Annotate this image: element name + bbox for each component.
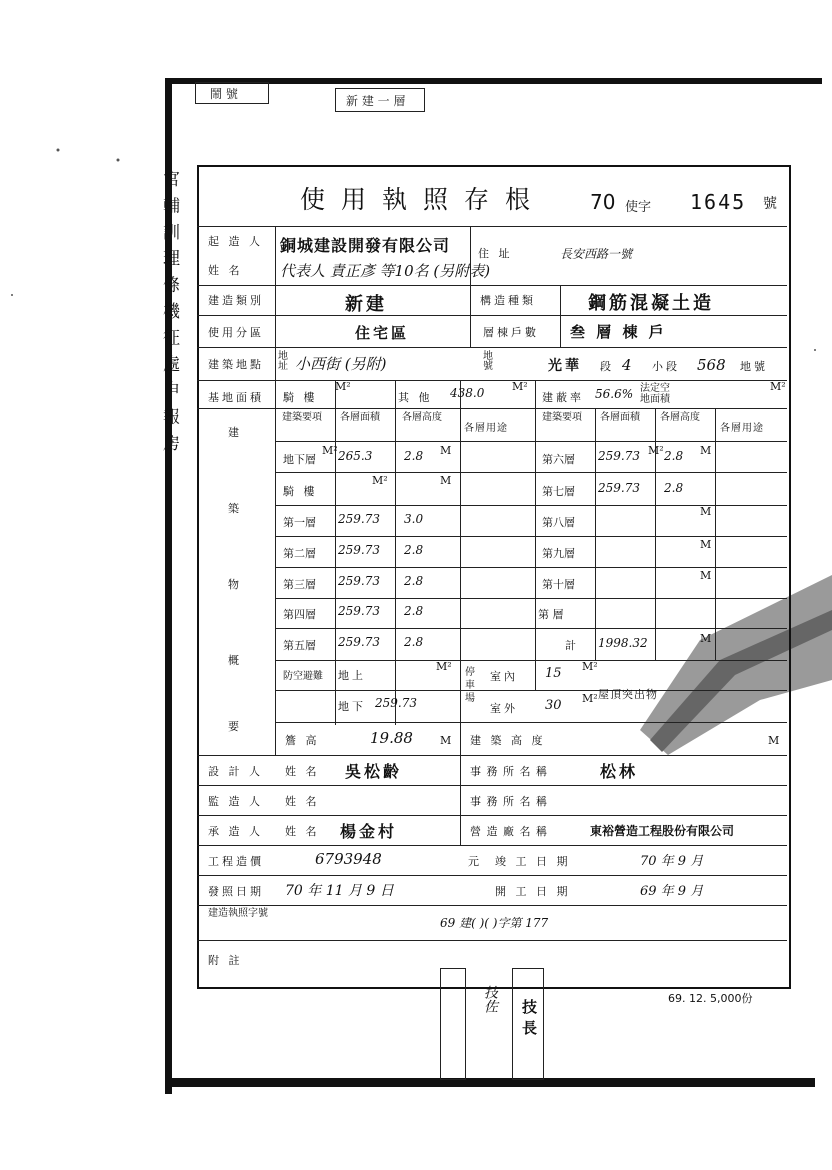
floor2-height: 2.8 (404, 543, 424, 557)
start-date: 69 年 9 月 (640, 884, 704, 899)
label-floor-10: 第十層 (542, 578, 575, 591)
floor7-area: 259.73 (598, 481, 640, 495)
unit-m2: M² (335, 380, 351, 393)
applicant-address: 長安西路一號 (560, 247, 633, 261)
floor2-area: 259.73 (338, 543, 380, 557)
floor6-area: 259.73 (598, 449, 640, 463)
issue-date: 70 年 11 月 9 日 (285, 883, 394, 899)
parking-indoor: 15 (545, 666, 562, 681)
rule (275, 690, 787, 691)
rule (335, 380, 336, 725)
parking-outdoor: 30 (545, 698, 562, 713)
unit-m: M (700, 505, 712, 518)
rule (275, 722, 787, 723)
title-suffix: 號 (763, 196, 777, 212)
rule (275, 472, 787, 473)
building-type-value: 新建 (345, 294, 387, 315)
title-kind: 使字 (625, 200, 652, 215)
shelter-below: 259.73 (375, 696, 417, 710)
rule (560, 285, 561, 347)
label-cost: 工程造價 (208, 855, 264, 868)
label-roof-protrusion: 屋頂突出物 (598, 688, 658, 701)
rule (275, 226, 276, 755)
floor4-area: 259.73 (338, 604, 380, 618)
title-number: 1645 (690, 190, 747, 214)
cost-value: 6793948 (315, 850, 382, 868)
label-arcade-row: 騎 樓 (283, 485, 318, 498)
label-completion-date: 竣 工 日 期 (495, 855, 571, 868)
label-basement: 地下層 (283, 453, 316, 466)
rule (275, 598, 787, 599)
label-office-name: 事 務 所 名 稱 (470, 765, 548, 778)
form-title: 使用執照存根 (300, 185, 547, 214)
rule (275, 660, 787, 661)
site-lot: 568 (697, 356, 726, 374)
header-floor-use: 各層用途 (464, 423, 508, 434)
floors-units-value: 叁 層 棟 戶 (570, 323, 667, 341)
rule (197, 226, 787, 227)
rule (197, 845, 787, 846)
label-legal-open-space: 法定空地面積 (640, 383, 670, 405)
rule (197, 905, 787, 906)
header-floor-height: 各層高度 (402, 412, 442, 423)
label-floor-5: 第五層 (283, 639, 316, 652)
floor1-area: 259.73 (338, 512, 380, 526)
unit-m: M (700, 538, 712, 551)
zone-value: 住宅區 (355, 324, 410, 342)
label-building-type: 建造類別 (208, 294, 264, 307)
rule (460, 380, 461, 755)
label-issue-date: 發照日期 (208, 885, 264, 898)
header-floor-area-2: 各層面積 (600, 412, 640, 423)
rule (275, 628, 787, 629)
unit-m: M (440, 474, 452, 487)
designer-name: 吳松齡 (345, 762, 403, 781)
label-building-height: 建 築 高 度 (470, 734, 546, 747)
header-items: 建築要項 (282, 412, 322, 423)
label-section: 段 (600, 360, 614, 373)
label-lot-suffix: 地號 (740, 360, 768, 373)
label-floor-n: 第 層 (538, 608, 564, 621)
rule (197, 347, 787, 348)
floor4-height: 2.8 (404, 604, 424, 618)
label-contractor: 承 造 人 (208, 825, 263, 838)
rule (275, 536, 787, 537)
signature-right: 技長 (520, 999, 538, 1041)
unit-m: M (440, 444, 452, 457)
rule (460, 755, 461, 845)
label-coverage: 建蔽率 (542, 391, 584, 404)
unit-m: M (700, 569, 712, 582)
rule (197, 755, 787, 756)
label-subsection: 小段 (652, 360, 680, 373)
unit-m: M (440, 734, 452, 747)
side-vertical-text: 宮 輔 訓 理 條 機 征 處 申 報 房 (159, 170, 179, 454)
rule (275, 567, 787, 568)
applicant-company: 銅城建設開發有限公司 (280, 236, 451, 255)
label-yuan: 元 (468, 855, 482, 868)
rule (715, 408, 716, 660)
label-lot-small: 地號 (483, 351, 493, 372)
header-items-2: 建築要項 (542, 412, 582, 423)
rule (595, 408, 596, 660)
label-parking: 停車場 (465, 667, 475, 704)
label-indoor: 室內 (490, 670, 518, 683)
label-office-name-2: 事 務 所 名 稱 (470, 795, 548, 808)
top-stamp-text: 鬧 號 (210, 87, 238, 101)
coverage-value: 56.6% (595, 387, 634, 401)
site-section: 光華 (548, 358, 582, 374)
label-designer: 設 計 人 (208, 765, 263, 778)
rule (197, 785, 787, 786)
label-floor-6: 第六層 (542, 453, 575, 466)
floor1-height: 3.0 (404, 512, 424, 526)
floor5-area: 259.73 (338, 635, 380, 649)
structure-type-value: 鋼筋混凝土造 (588, 293, 714, 314)
label-zone: 使用分區 (208, 326, 264, 339)
office-name: 松林 (600, 762, 639, 781)
rule (197, 408, 787, 409)
floor3-height: 2.8 (404, 574, 424, 588)
rule (470, 285, 471, 347)
unit-m2: M² (582, 660, 598, 673)
rule (197, 380, 787, 381)
label-floor-2: 第二層 (283, 547, 316, 560)
label-supervisor: 監 造 人 (208, 795, 263, 808)
signature-left: 技佐 (482, 985, 498, 1013)
site-section-no: 4 (622, 356, 632, 374)
header-floor-height-2: 各層高度 (660, 412, 700, 423)
label-supervisor-name: 姓 名 (285, 795, 320, 808)
label-address-small: 地址 (278, 351, 288, 372)
applicant-representative: 代表人 責正彥 等10名 (另附表) (280, 262, 491, 280)
label-floor-9: 第九層 (542, 547, 575, 560)
rule (197, 940, 787, 941)
label-arcade: 騎 樓 (283, 391, 318, 404)
top-stamp-box (195, 82, 269, 104)
site-street: 小西街 (另附) (295, 355, 387, 373)
label-applicant-name: 姓 名 (208, 264, 243, 277)
label-remarks: 附 註 (208, 954, 243, 967)
unit-m2: M² (322, 444, 338, 457)
signature-box-left (440, 968, 466, 1080)
unit-m2: M² (436, 660, 452, 673)
top-stamp-text-2: 新 建 一 層 (346, 94, 406, 108)
label-site-area: 基地面積 (208, 391, 264, 404)
label-eave-height: 簷 高 (285, 734, 320, 747)
unit-m: M (700, 632, 712, 645)
rule (535, 380, 536, 690)
label-other: 其 他 (398, 391, 433, 404)
label-contractor-name: 姓 名 (285, 825, 320, 838)
basement-height: 2.8 (404, 449, 424, 463)
other-area: 438.0 (450, 386, 485, 400)
label-building-5: 要 (228, 720, 242, 733)
rule (197, 285, 787, 286)
label-firm-name: 營 造 廠 名 稱 (470, 825, 548, 838)
floor3-area: 259.73 (338, 574, 380, 588)
label-floor-8: 第八層 (542, 516, 575, 529)
floor5-height: 2.8 (404, 635, 424, 649)
title-year: 70 (590, 190, 616, 214)
rule (197, 815, 787, 816)
rule (197, 315, 787, 316)
label-building-2: 築 (228, 502, 242, 515)
print-run-note: 69. 12. 5,000份 (668, 992, 753, 1005)
label-designer-name: 姓 名 (285, 765, 320, 778)
unit-m2: M² (770, 380, 786, 393)
rule (197, 875, 787, 876)
header-floor-use-2: 各層用途 (720, 423, 764, 434)
rule (275, 441, 787, 442)
label-building-3: 物 (228, 578, 242, 591)
document-bottom-edge (165, 1078, 815, 1087)
label-above-ground: 地上 (338, 669, 366, 682)
permit-number: 69 建( )( )字第 177 (440, 916, 549, 930)
unit-m2: M² (372, 474, 388, 487)
basement-area: 265.3 (338, 449, 373, 463)
label-site-location: 建築地點 (208, 358, 264, 371)
total-area: 1998.32 (598, 636, 648, 650)
label-permit-no: 建造執照字號 (208, 908, 268, 919)
unit-m: M (700, 444, 712, 457)
label-outdoor: 室外 (490, 702, 518, 715)
floor6-height: 2.8 (664, 449, 684, 463)
label-floor-4: 第四層 (283, 608, 316, 621)
unit-m: M (768, 734, 780, 747)
label-structure-type: 構造種類 (480, 294, 536, 307)
label-floor-1: 第一層 (283, 516, 316, 529)
label-applicant: 起 造 人 (208, 235, 263, 248)
label-below-ground: 地下 (338, 700, 366, 713)
header-floor-area: 各層面積 (340, 412, 380, 423)
floor7-height: 2.8 (664, 481, 684, 495)
eave-height-value: 19.88 (370, 729, 413, 747)
label-floor-7: 第七層 (542, 485, 575, 498)
rule (395, 380, 396, 725)
label-floors-units: 層棟戶數 (483, 326, 539, 339)
firm-name: 東裕營造工程股份有限公司 (590, 824, 735, 838)
label-floor-3: 第三層 (283, 578, 316, 591)
label-total: 計 (565, 639, 579, 652)
label-building-4: 概 (228, 654, 242, 667)
signature-box-right (512, 968, 544, 1080)
contractor-name: 楊金村 (340, 822, 398, 841)
top-stamp-box-2 (335, 88, 425, 112)
label-air-raid-shelter: 防空避難 (283, 671, 323, 682)
completion-date: 70 年 9 月 (640, 854, 704, 869)
unit-m2: M² (582, 692, 598, 705)
unit-m2: M² (512, 380, 528, 393)
unit-m2: M² (648, 444, 664, 457)
label-address: 住 址 (478, 247, 513, 260)
label-start-date: 開 工 日 期 (495, 885, 571, 898)
label-building-1: 建 (228, 426, 242, 439)
